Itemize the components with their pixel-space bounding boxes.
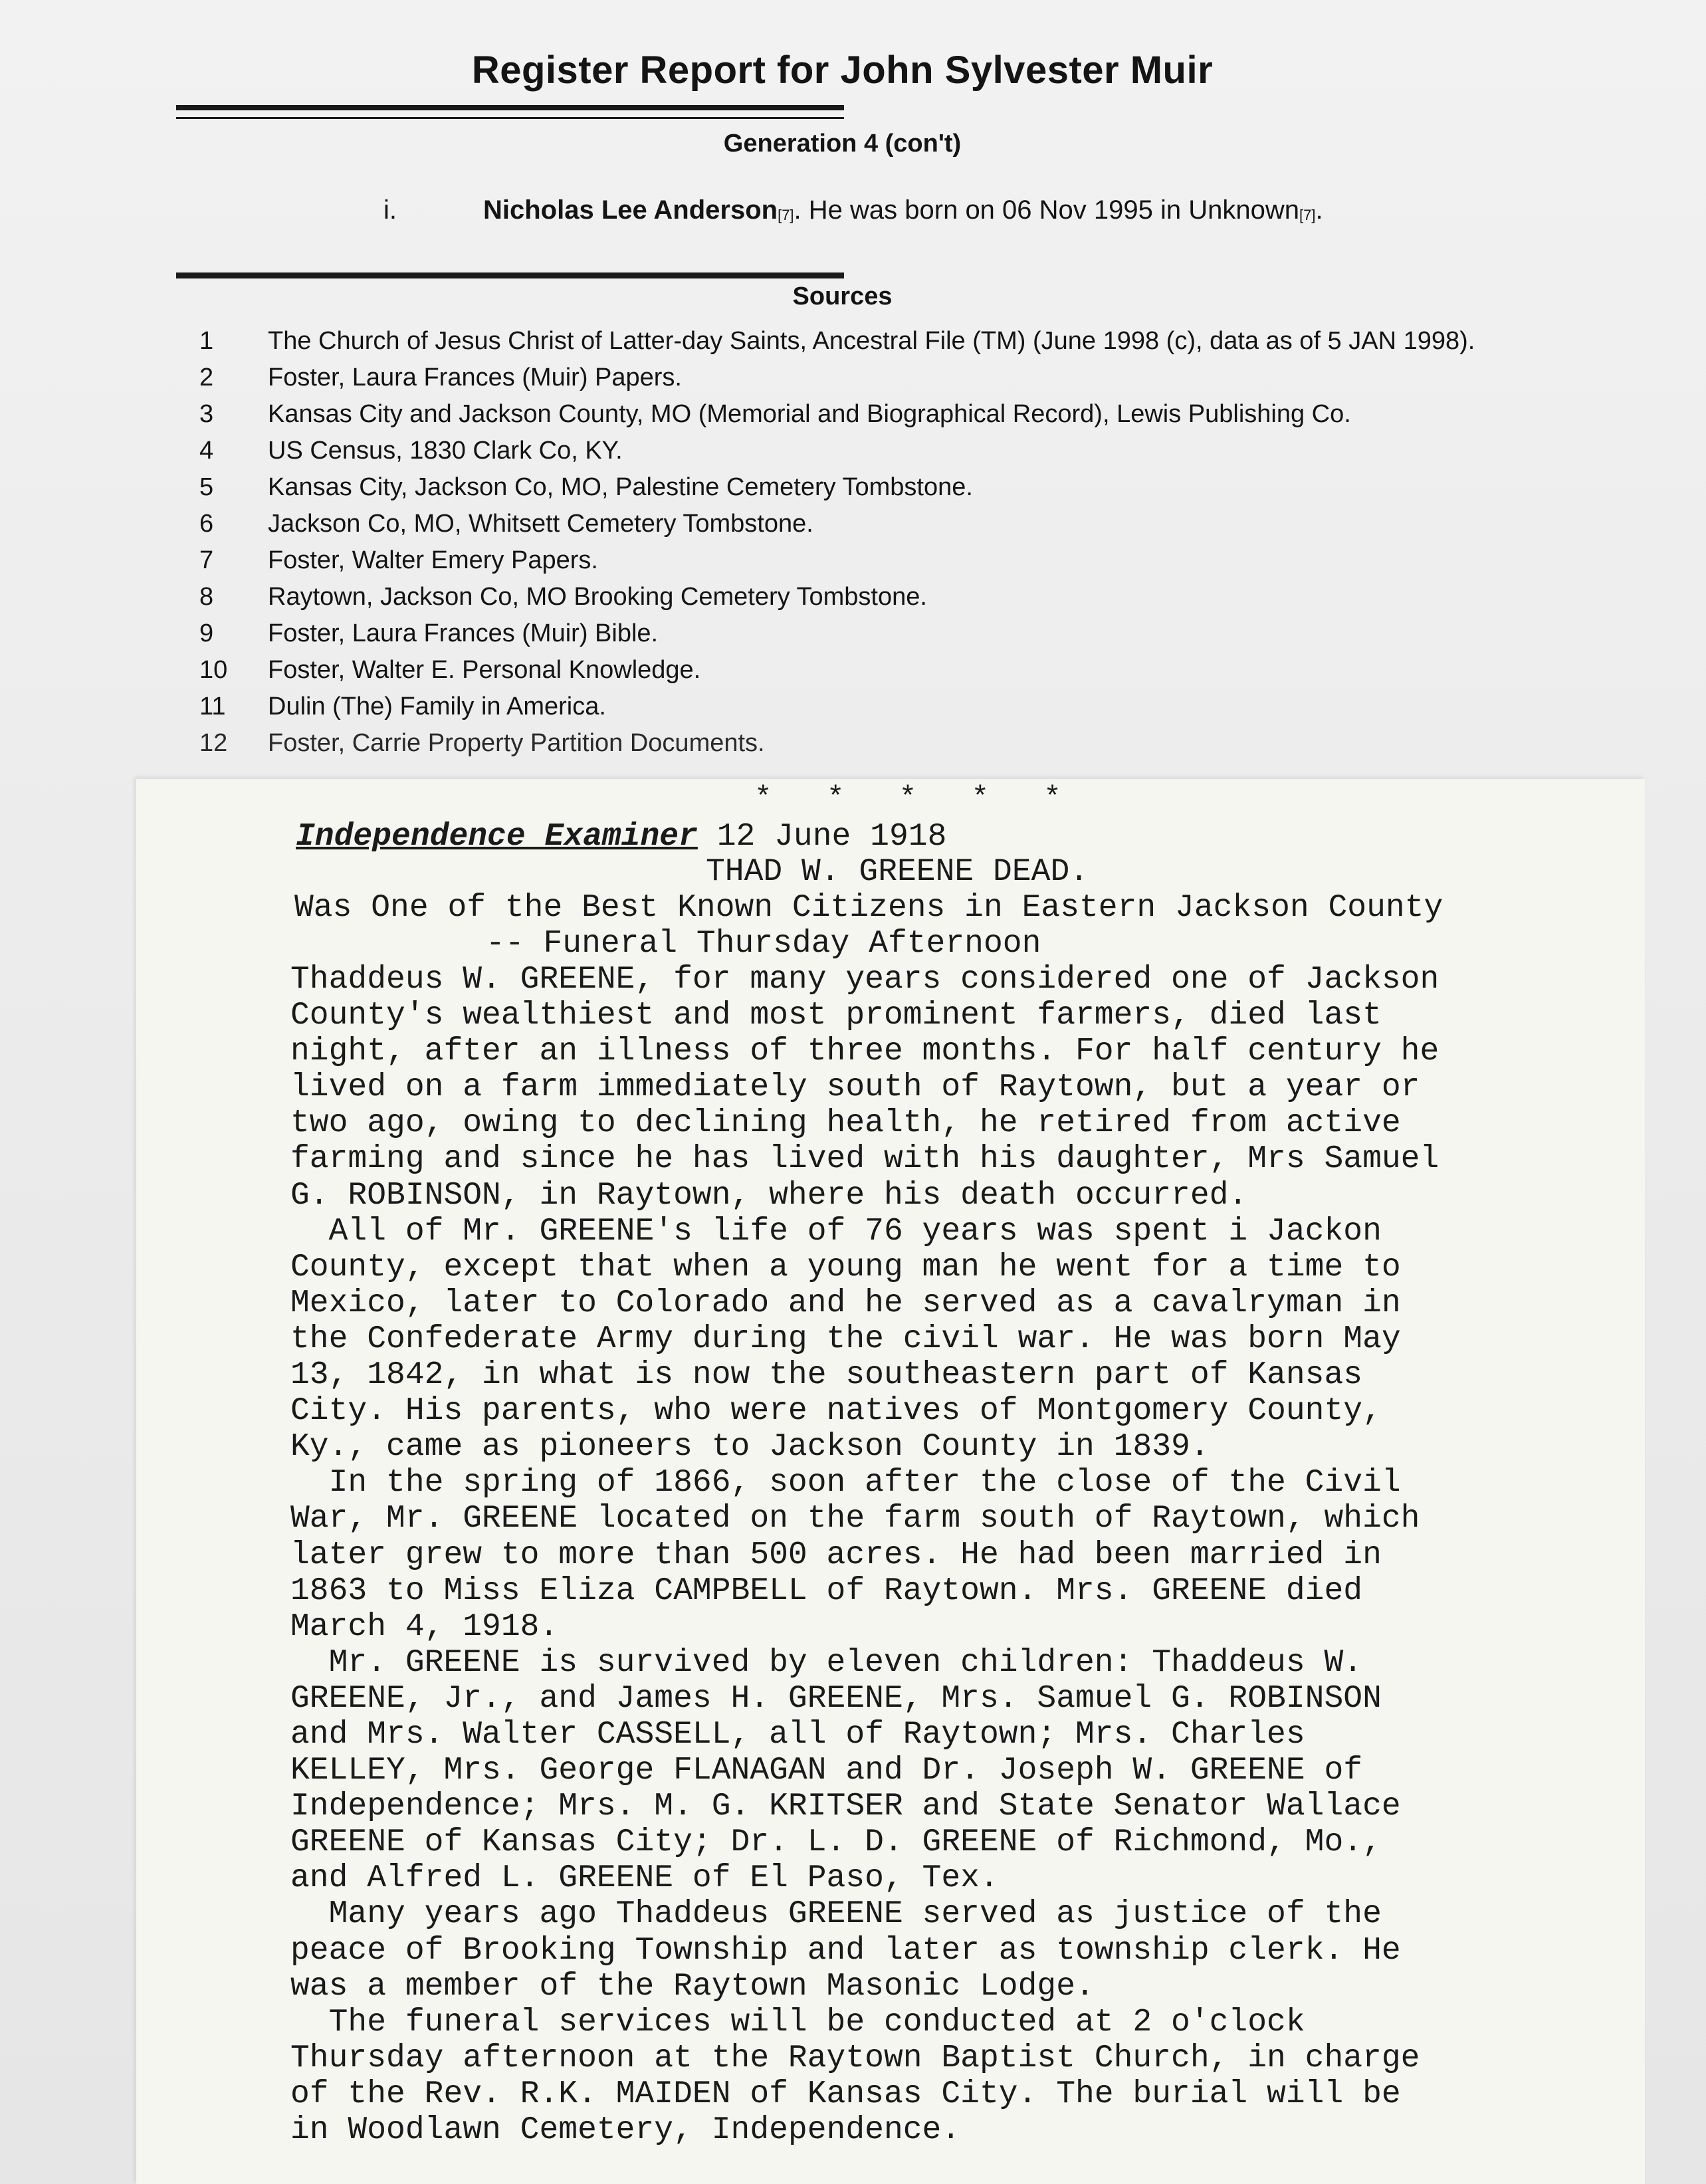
source-item [199, 472, 1495, 502]
source-item [199, 326, 1495, 356]
source-item [199, 582, 1495, 612]
separator-stars: * * * * * [754, 782, 1080, 815]
entry-ref-2: [7] [1299, 207, 1316, 223]
source-item [199, 545, 1495, 576]
person-entry [383, 195, 1323, 225]
source-item-partial [199, 728, 1495, 757]
source-number: 8 [199, 583, 214, 611]
report-title: Register Report for John Sylvester Muir [471, 49, 1214, 92]
source-number: 5 [199, 473, 214, 501]
source-text: Jackson Co, MO, Whitsett Cemetery Tombstone. [268, 510, 813, 538]
publication-name: Independence Examiner [296, 819, 698, 855]
title-rule-thin [176, 117, 844, 119]
source-text: Foster, Laura Frances (Muir) Bible. [268, 619, 659, 647]
source-number: 12 [199, 729, 228, 757]
source-item [199, 618, 1495, 649]
obituary-headline: THAD W. GREENE DEAD. [705, 854, 1089, 890]
entry-text: . He was born on 06 Nov 1995 in Unknown [794, 195, 1299, 225]
source-item [199, 399, 1495, 429]
source-item [199, 655, 1495, 685]
source-text: Raytown, Jackson Co, MO Brooking Cemetery Tombstone. [268, 583, 927, 611]
source-number: 4 [199, 437, 214, 465]
entry-ref-1: [7] [778, 207, 794, 223]
source-number: 2 [199, 364, 214, 391]
sources-rule [176, 273, 844, 278]
sources-list [199, 326, 1495, 757]
entry-end: . [1315, 195, 1323, 225]
source-text: The Church of Jesus Christ of Latter-day Saints, Ancestral File (TM) (June 1998 (c), data as of 5 JAN 1998). [268, 327, 1475, 355]
entry-name: Nicholas Lee Anderson [483, 195, 778, 225]
source-text: Kansas City, Jackson Co, MO, Palestine Cemetery Tombstone. [268, 473, 973, 501]
source-item [199, 508, 1495, 539]
source-text: Foster, Walter Emery Papers. [268, 546, 598, 574]
source-number: 10 [199, 656, 228, 684]
source-number: 6 [199, 510, 214, 538]
source-item [199, 435, 1495, 466]
entry-numeral: i. [383, 195, 397, 225]
source-text: Kansas City and Jackson County, MO (Memorial and Biographical Record), Lewis Publishing Co. [268, 400, 1351, 428]
clipping-source [296, 819, 946, 855]
source-text: Foster, Walter E. Personal Knowledge. [268, 656, 701, 684]
source-item [199, 362, 1495, 393]
source-number: 7 [199, 546, 214, 574]
title-rule-thick [176, 105, 844, 110]
source-number: 1 [199, 327, 214, 355]
source-text: Foster, Laura Frances (Muir) Papers. [268, 364, 682, 391]
source-number: 3 [199, 400, 214, 428]
source-text: US Census, 1830 Clark Co, KY. [268, 437, 623, 465]
newspaper-clipping [136, 779, 1645, 2184]
source-text: Dulin (The) Family in America. [268, 693, 606, 720]
source-number: 11 [199, 693, 226, 720]
source-number: 9 [199, 619, 214, 647]
generation-heading: Generation 4 (con't) [723, 130, 962, 158]
source-text: Foster, Carrie Property Partition Documents. [268, 729, 765, 757]
publication-date: 12 June 1918 [697, 819, 947, 855]
sources-heading: Sources [792, 282, 893, 310]
obituary-subhead: Was One of the Best Known Citizens in Eastern Jackson County -- Funeral Thursday Afternoon [294, 890, 1443, 962]
source-item [199, 691, 1495, 722]
obituary-body: Thaddeus W. GREENE, for many years considered one of Jackson County's wealthiest and most prominent farmers, died last night, after an illness of three months. For half century he lived on a farm immediately south of Raytown, but a year or two ago, owing to declining health, he retired from active farming and since he has lived with his daughter, Mrs Samuel G. ROBINSON, in Raytown, where his death occurred. All of Mr. GREENE's life of 76 years was spent i Jackon County, except that when a young man he went for a time to Mexico, later to Colorado and he served as a cavalryman in the Confederate Army during the civil war. He was born May 13, 1842, in what is now the southeastern part of Kansas City. His parents, who were natives of Montgomery County, Ky., came as pioneers to Jackson County in 1839. In the spring of 1866, soon after the close of the Civil War, Mr. GREENE located on the farm south of Raytown, which later grew to more than 500 acres. He had been married in 1863 to Miss Eliza CAMPBELL of Raytown. Mrs. GREENE died March 4, 1918. Mr. GREENE is survived by eleven children: Thaddeus W. GREENE, Jr., and James H. GREENE, Mrs. Samuel G. ROBINSON and Mrs. Walter CASSELL, all of Raytown; Mrs. Charles KELLEY, Mrs. George FLANAGAN and Dr. Joseph W. GREENE of Independence; Mrs. M. G. KRITSER and State Senator Wallace GREENE of Kansas City; Dr. L. D. GREENE of Richmond, Mo., and Alfred L. GREENE of El Paso, Tex. Many years ago Thaddeus GREENE served as justice of the peace of Brooking Township and later as township clerk. He was a member of the Raytown Masonic Lodge. The funeral services will be conducted at 2 o'clock Thursday afternoon at the Raytown Baptist Church, in charge of the Rev. R.K. MAIDEN of Kansas City. The burial will be in Woodlawn Cemetery, Independence. [290, 962, 1439, 2148]
